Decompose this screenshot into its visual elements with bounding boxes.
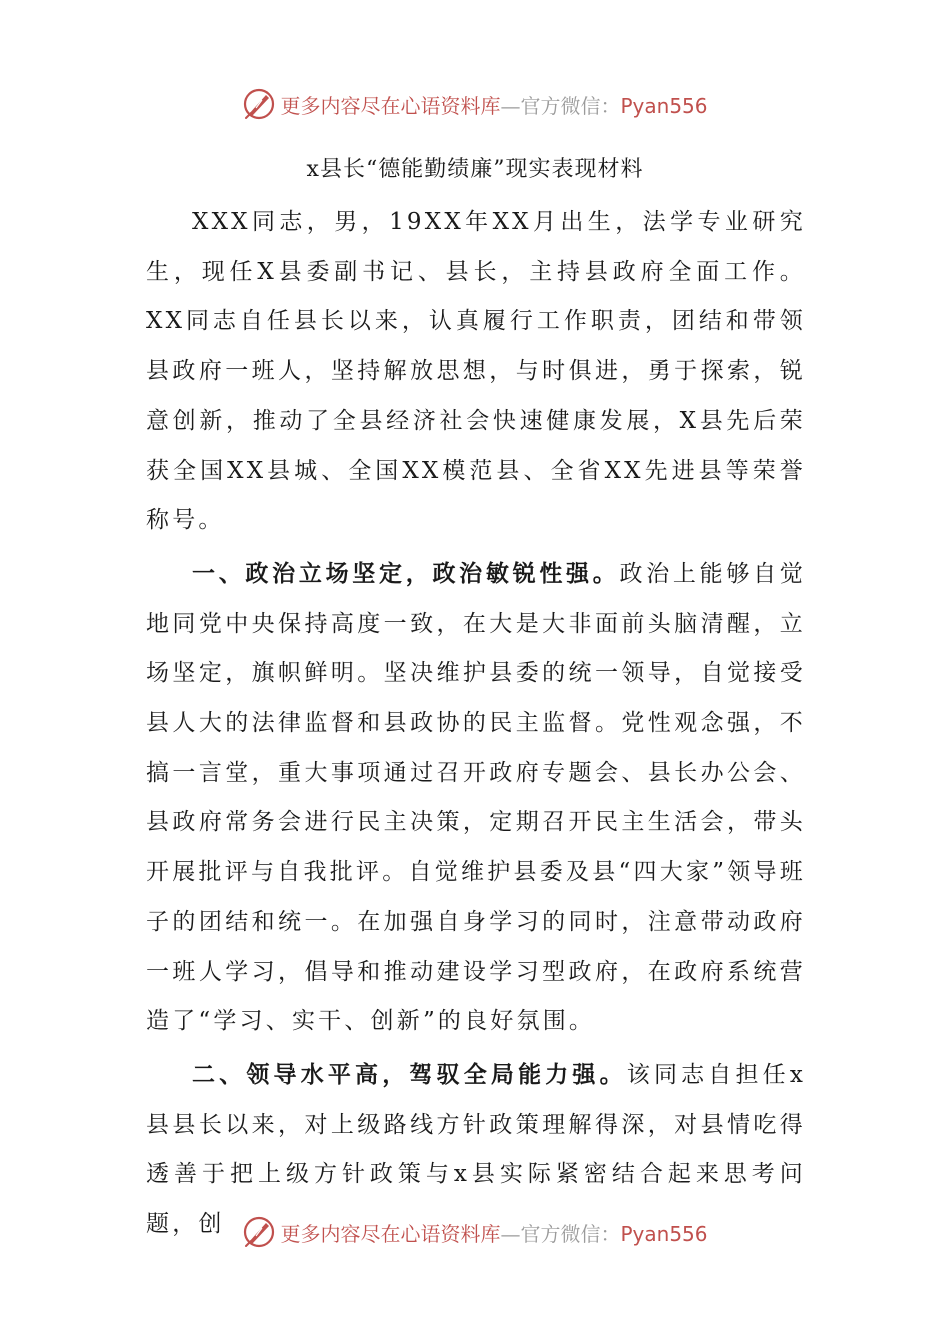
watermark-dash: — bbox=[500, 1221, 521, 1246]
watermark-dash: — bbox=[500, 93, 521, 118]
watermark-official: 官方微信： bbox=[520, 1221, 621, 1246]
header-watermark bbox=[0, 84, 950, 124]
watermark-text bbox=[280, 1218, 707, 1247]
paragraph-lead: 一、政治立场坚定，政治敏锐性强。 bbox=[192, 560, 620, 587]
paragraph-intro bbox=[146, 198, 806, 546]
paragraph-text: 政治上能够自觉地同党中央保持高度一致，在大是大非面前头脑清醒，立场坚定，旗帜鲜明。坚决维护县委的统一领导，自觉接受县人大的法律监督和县政协的民主监督。党性观念强，不搞一言堂，重大事项通过召开政府专题会、县长办公会、县政府常务会进行民主决策，定期召开民主生活会，带头开展批评与自我批评。自觉维护县委及县“四大家”领导班子的团结和统一。在加强自身学习的同时，注意带动政府一班人学习，倡导和推动建设学习型政府，在政府系统营造了“学习、实干、创新”的良好氛围。 bbox=[146, 560, 806, 1035]
footer-watermark bbox=[0, 1212, 950, 1252]
document-title: x县长“德能勤绩廉”现实表现材料 bbox=[306, 157, 644, 182]
watermark-wechat-id: Pyan556 bbox=[620, 93, 708, 118]
quill-pen-logo-icon bbox=[242, 87, 276, 121]
paragraph-section-1 bbox=[146, 550, 806, 1047]
paragraph-lead: 二、领导水平高，驾驭全局能力强。 bbox=[192, 1061, 627, 1088]
watermark-main: 更多内容尽在心语资料库 bbox=[280, 93, 501, 118]
watermark-official: 官方微信： bbox=[520, 93, 621, 118]
quill-pen-logo-icon bbox=[242, 1215, 276, 1249]
watermark-text bbox=[280, 90, 707, 119]
paragraph-text: 该同志自担任x县县长以来，对上级路线方针政策理解得深，对县情吃得透善于把上级方针政策与x县实际紧密结合起来思考问题，创 bbox=[146, 1061, 806, 1238]
watermark-wechat-id: Pyan556 bbox=[620, 1221, 708, 1246]
document-body bbox=[146, 198, 806, 1254]
watermark-main: 更多内容尽在心语资料库 bbox=[280, 1221, 501, 1246]
paragraph-text: XXX同志，男，19XX年XX月出生，法学专业研究生，现任X县委副书记、县长，主持县政府全面工作。XX同志自任县长以来，认真履行工作职责，团结和带领县政府一班人，坚持解放思想，与时俱进，勇于探索，锐意创新，推动了全县经济社会快速健康发展，X县先后荣获全国XX县城、全国XX模范县、全省XX先进县等荣誉称号。 bbox=[146, 209, 806, 534]
